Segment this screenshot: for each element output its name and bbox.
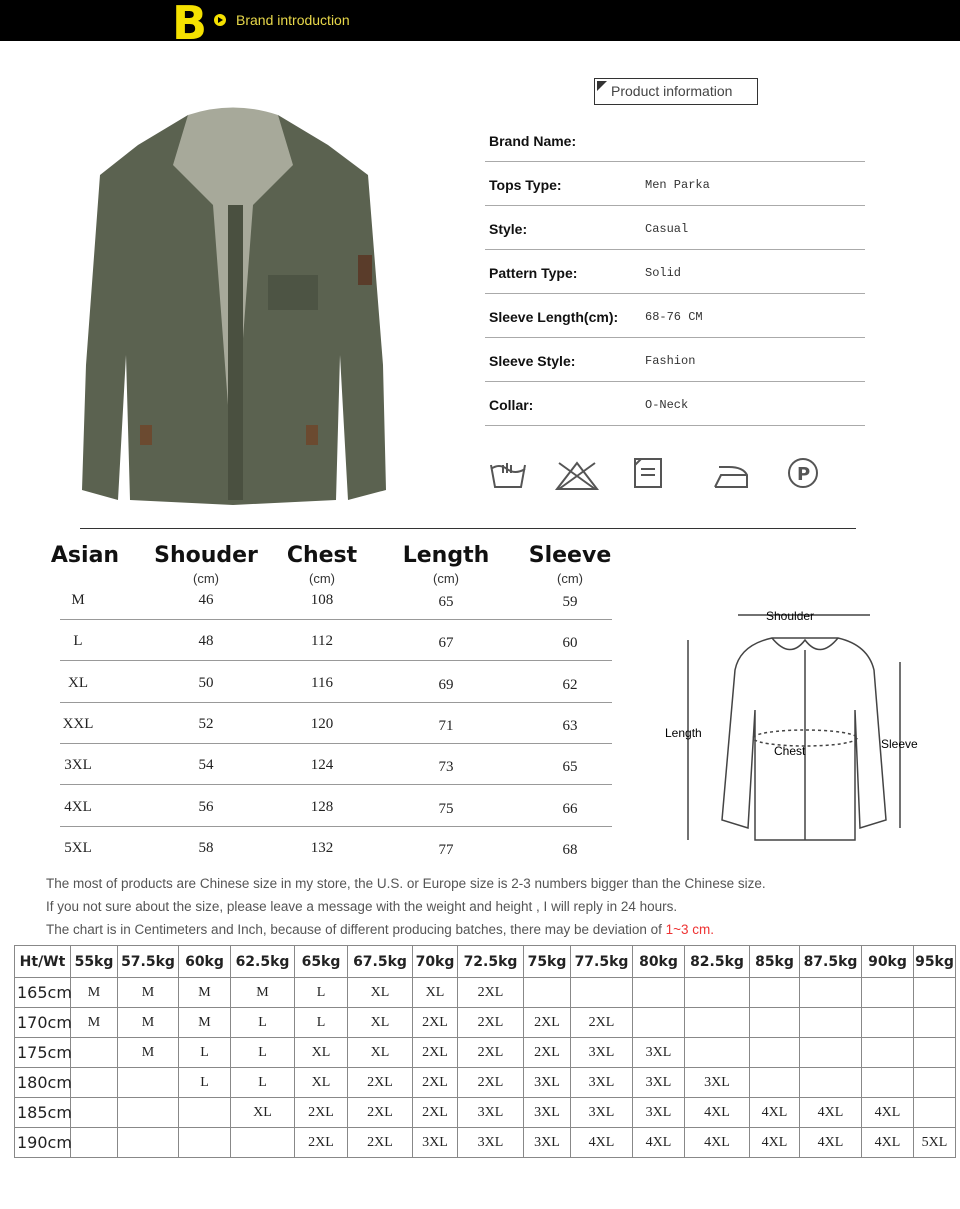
size-cell: [179, 1098, 231, 1128]
size-cell: 4XL: [800, 1128, 862, 1158]
attribute-row: [485, 382, 865, 426]
size-cell: [118, 1068, 179, 1098]
size-cell: 3XL: [458, 1098, 524, 1128]
size-cell: 3XL: [685, 1068, 750, 1098]
size-cell: 4XL: [685, 1128, 750, 1158]
attribute-row: [485, 206, 865, 250]
size-column-unit: (cm): [193, 571, 219, 586]
size-cell: 4XL: [800, 1098, 862, 1128]
size-cell: 3XL: [633, 1098, 685, 1128]
size-cell: M: [231, 978, 295, 1008]
size-cell: 3XL: [571, 1068, 633, 1098]
size-cell: [71, 1068, 118, 1098]
size-cell: M: [118, 978, 179, 1008]
size-cell: 2XL: [571, 1008, 633, 1038]
size-cell: 3XL: [524, 1068, 571, 1098]
attribute-row: [485, 118, 865, 162]
attribute-row: [485, 250, 865, 294]
size-cell: 50: [198, 674, 214, 691]
size-cell: XL: [348, 1038, 413, 1068]
svg-text:P: P: [797, 464, 811, 485]
size-cell: 3XL: [524, 1128, 571, 1158]
attribute-value: Fashion: [645, 354, 696, 368]
size-cell: 3XL: [571, 1098, 633, 1128]
size-label: XL: [68, 674, 88, 691]
size-cell: 69: [438, 676, 454, 693]
product-information-heading: Product information: [594, 78, 758, 105]
weight-header: 82.5kg: [685, 946, 750, 978]
size-label: 4XL: [64, 798, 92, 815]
size-cell: L: [179, 1068, 231, 1098]
weight-header: 57.5kg: [118, 946, 179, 978]
size-cell: M: [179, 978, 231, 1008]
diagram-label-shoulder: Shoulder: [766, 609, 815, 623]
size-cell: 2XL: [458, 1038, 524, 1068]
attribute-label: Pattern Type:: [489, 265, 578, 281]
size-cell: [914, 1038, 956, 1068]
size-cell: 116: [311, 674, 333, 691]
size-cell: 62: [562, 676, 578, 693]
size-cell: 108: [310, 592, 334, 608]
weight-header: Ht/Wt: [15, 946, 71, 978]
size-cell: 75: [438, 800, 454, 817]
weight-header: 75kg: [524, 946, 571, 978]
size-cell: 2XL: [524, 1008, 571, 1038]
height-label: 170cm: [15, 1008, 71, 1038]
size-cell: XL: [413, 978, 458, 1008]
size-cell: 60: [562, 635, 578, 652]
size-cell: 2XL: [413, 1038, 458, 1068]
size-label: 5XL: [64, 839, 92, 856]
size-cell: 3XL: [633, 1068, 685, 1098]
size-cell: [800, 1038, 862, 1068]
attribute-label: Sleeve Length(cm):: [489, 309, 619, 325]
size-cell: 66: [562, 800, 578, 817]
table-row: [15, 1038, 956, 1068]
weight-header: 62.5kg: [231, 946, 295, 978]
size-column-header: Shouder: [154, 543, 258, 568]
size-cell: 2XL: [413, 1098, 458, 1128]
hand-wash-icon: [491, 463, 525, 487]
height-label: 180cm: [15, 1068, 71, 1098]
size-cell: M: [71, 978, 118, 1008]
size-cell: 3XL: [458, 1128, 524, 1158]
size-cell: 46: [198, 592, 214, 608]
brand-introduction-title: Brand introduction: [236, 12, 350, 28]
height-weight-size-chart: [14, 945, 956, 1158]
size-cell: XL: [348, 1008, 413, 1038]
size-cell: XL: [295, 1068, 348, 1098]
attribute-row: [485, 162, 865, 206]
weight-header: 80kg: [633, 946, 685, 978]
row-divider: [60, 660, 612, 661]
size-column-header: Chest: [286, 543, 358, 568]
weight-header: 77.5kg: [571, 946, 633, 978]
measurement-diagram: [660, 600, 920, 845]
diagram-label-chest: Chest: [774, 744, 806, 758]
table-row: [15, 1098, 956, 1128]
size-note: The most of products are Chinese size in my store, the U.S. or Europe size is 2-3 numbers bigger than the Chinese size.: [46, 876, 766, 891]
size-cell: 2XL: [458, 978, 524, 1008]
weight-header: 90kg: [862, 946, 914, 978]
weight-header: 67.5kg: [348, 946, 413, 978]
size-cell: [571, 978, 633, 1008]
attribute-value: Casual: [645, 222, 689, 236]
size-cell: 2XL: [458, 1008, 524, 1038]
size-cell: [685, 1008, 750, 1038]
size-cell: M: [118, 1038, 179, 1068]
size-cell: [750, 1068, 800, 1098]
header-bar: [0, 0, 960, 41]
size-cell: 4XL: [685, 1098, 750, 1128]
size-cell: [750, 978, 800, 1008]
size-cell: 2XL: [413, 1008, 458, 1038]
size-cell: 2XL: [295, 1098, 348, 1128]
size-cell: 120: [310, 715, 334, 732]
attribute-value: Solid: [645, 266, 682, 280]
size-cell: [800, 978, 862, 1008]
size-cell: 2XL: [295, 1128, 348, 1158]
size-column-unit: (cm): [557, 571, 583, 586]
height-label: 185cm: [15, 1098, 71, 1128]
attribute-row: [485, 338, 865, 382]
size-cell: 65: [438, 594, 454, 610]
brand-logo-letter: B: [172, 0, 208, 50]
size-cell: 3XL: [413, 1128, 458, 1158]
table-row: [15, 978, 956, 1008]
divider: [80, 528, 856, 529]
size-cell: [750, 1008, 800, 1038]
size-cell: 3XL: [524, 1098, 571, 1128]
size-column-unit: (cm): [433, 571, 459, 586]
attribute-label: Collar:: [489, 397, 534, 413]
size-cell: 4XL: [862, 1098, 914, 1128]
size-cell: 3XL: [633, 1038, 685, 1068]
tumble-dry-icon: [635, 459, 661, 487]
table-row: [15, 1128, 956, 1158]
size-cell: [862, 1008, 914, 1038]
weight-header: 65kg: [295, 946, 348, 978]
size-cell: 2XL: [458, 1068, 524, 1098]
size-label: 3XL: [64, 757, 92, 774]
size-cell: 4XL: [750, 1098, 800, 1128]
size-cell: L: [295, 1008, 348, 1038]
table-row: [15, 1068, 956, 1098]
size-cell: M: [179, 1008, 231, 1038]
size-cell: 73: [438, 759, 454, 776]
iron-icon: [715, 467, 747, 487]
size-cell: 48: [198, 633, 214, 650]
row-divider: [60, 784, 612, 785]
size-column-unit: (cm): [309, 571, 335, 586]
size-cell: 124: [310, 757, 334, 774]
size-cell: [118, 1128, 179, 1158]
size-label: M: [71, 592, 85, 608]
size-cell: 4XL: [571, 1128, 633, 1158]
height-label: 175cm: [15, 1038, 71, 1068]
height-label: 165cm: [15, 978, 71, 1008]
table-row: [15, 1008, 956, 1038]
size-cell: [914, 978, 956, 1008]
weight-header: 70kg: [413, 946, 458, 978]
deviation-highlight: 1~3 cm.: [665, 922, 715, 937]
size-cell: XL: [231, 1098, 295, 1128]
size-cell: 68: [562, 841, 578, 858]
row-divider: [60, 702, 612, 703]
size-cell: [862, 978, 914, 1008]
weight-header: 85kg: [750, 946, 800, 978]
attribute-label: Tops Type:: [489, 177, 562, 193]
size-cell: 2XL: [348, 1068, 413, 1098]
size-cell: 67: [438, 635, 454, 652]
size-cell: 2XL: [524, 1038, 571, 1068]
size-cell: 56: [198, 798, 214, 815]
size-cell: [524, 978, 571, 1008]
size-cell: L: [179, 1038, 231, 1068]
size-cell: [71, 1038, 118, 1068]
row-divider: [60, 743, 612, 744]
size-cell: 4XL: [750, 1128, 800, 1158]
size-cell: 54: [198, 757, 214, 774]
size-cell: 65: [562, 759, 578, 776]
size-cell: XL: [295, 1038, 348, 1068]
do-not-bleach-icon: [557, 463, 597, 489]
size-cell: M: [71, 1008, 118, 1038]
size-column-header: Length: [402, 543, 490, 568]
size-note: [46, 922, 714, 937]
size-cell: [118, 1098, 179, 1128]
weight-header: 55kg: [71, 946, 118, 978]
play-circle-icon: [214, 14, 226, 26]
size-cell: [231, 1128, 295, 1158]
size-cell: 5XL: [914, 1128, 956, 1158]
row-divider: [60, 826, 612, 827]
size-cell: 63: [562, 717, 578, 734]
size-cell: 58: [198, 839, 214, 856]
size-cell: M: [118, 1008, 179, 1038]
size-cell: [71, 1128, 118, 1158]
size-cell: [633, 978, 685, 1008]
attribute-label: Brand Name:: [489, 133, 577, 149]
size-cell: 2XL: [348, 1128, 413, 1158]
size-cell: 4XL: [633, 1128, 685, 1158]
height-label: 190cm: [15, 1128, 71, 1158]
size-cell: [914, 1098, 956, 1128]
size-column-header: Sleeve: [528, 543, 612, 568]
size-note: If you not sure about the size, please leave a message with the weight and height , I will reply in 24 hours.: [46, 899, 678, 914]
weight-header: 87.5kg: [800, 946, 862, 978]
size-cell: [914, 1008, 956, 1038]
size-cell: 71: [438, 717, 454, 734]
attribute-label: Style:: [489, 221, 528, 237]
size-cell: L: [231, 1008, 295, 1038]
size-cell: [862, 1038, 914, 1068]
size-cell: 52: [198, 715, 214, 732]
diagram-label-length: Length: [665, 726, 702, 740]
diagram-label-sleeve: Sleeve: [881, 737, 918, 751]
size-cell: 3XL: [571, 1038, 633, 1068]
size-cell: [179, 1128, 231, 1158]
size-cell: 2XL: [348, 1098, 413, 1128]
size-cell: 128: [310, 798, 334, 815]
size-label: L: [73, 633, 83, 650]
size-cell: [685, 978, 750, 1008]
size-cell: L: [231, 1038, 295, 1068]
size-cell: [71, 1098, 118, 1128]
attribute-value: 68-76 CM: [645, 310, 703, 324]
size-label: XXL: [62, 715, 94, 732]
size-cell: [633, 1008, 685, 1038]
chart-header-row: [15, 946, 956, 978]
jacket-product-image: [78, 105, 390, 507]
weight-header: 72.5kg: [458, 946, 524, 978]
size-cell: 59: [562, 594, 578, 610]
size-cell: 112: [311, 633, 333, 650]
size-cell: 77: [438, 841, 454, 858]
dry-clean-icon: [789, 459, 817, 487]
attribute-row: [485, 294, 865, 338]
size-cell: 4XL: [862, 1128, 914, 1158]
size-column-header: Asian: [50, 543, 120, 568]
size-note-text: The chart is in Centimeters and Inch, because of different producing batches, there may be deviation of: [46, 922, 666, 937]
size-cell: [685, 1038, 750, 1068]
size-cell: [914, 1068, 956, 1098]
size-cell: [800, 1008, 862, 1038]
size-cell: L: [295, 978, 348, 1008]
care-icons-row: [485, 455, 825, 495]
row-divider: [60, 619, 612, 620]
size-cell: [750, 1038, 800, 1068]
weight-header: 95kg: [914, 946, 956, 978]
weight-header: 60kg: [179, 946, 231, 978]
size-cell: [862, 1068, 914, 1098]
size-cell: [800, 1068, 862, 1098]
size-cell: L: [231, 1068, 295, 1098]
attribute-value: O-Neck: [645, 398, 689, 412]
attribute-label: Sleeve Style:: [489, 353, 576, 369]
size-cell: 132: [310, 839, 334, 856]
size-cell: XL: [348, 978, 413, 1008]
size-cell: 2XL: [413, 1068, 458, 1098]
attribute-value: Men Parka: [645, 178, 710, 192]
